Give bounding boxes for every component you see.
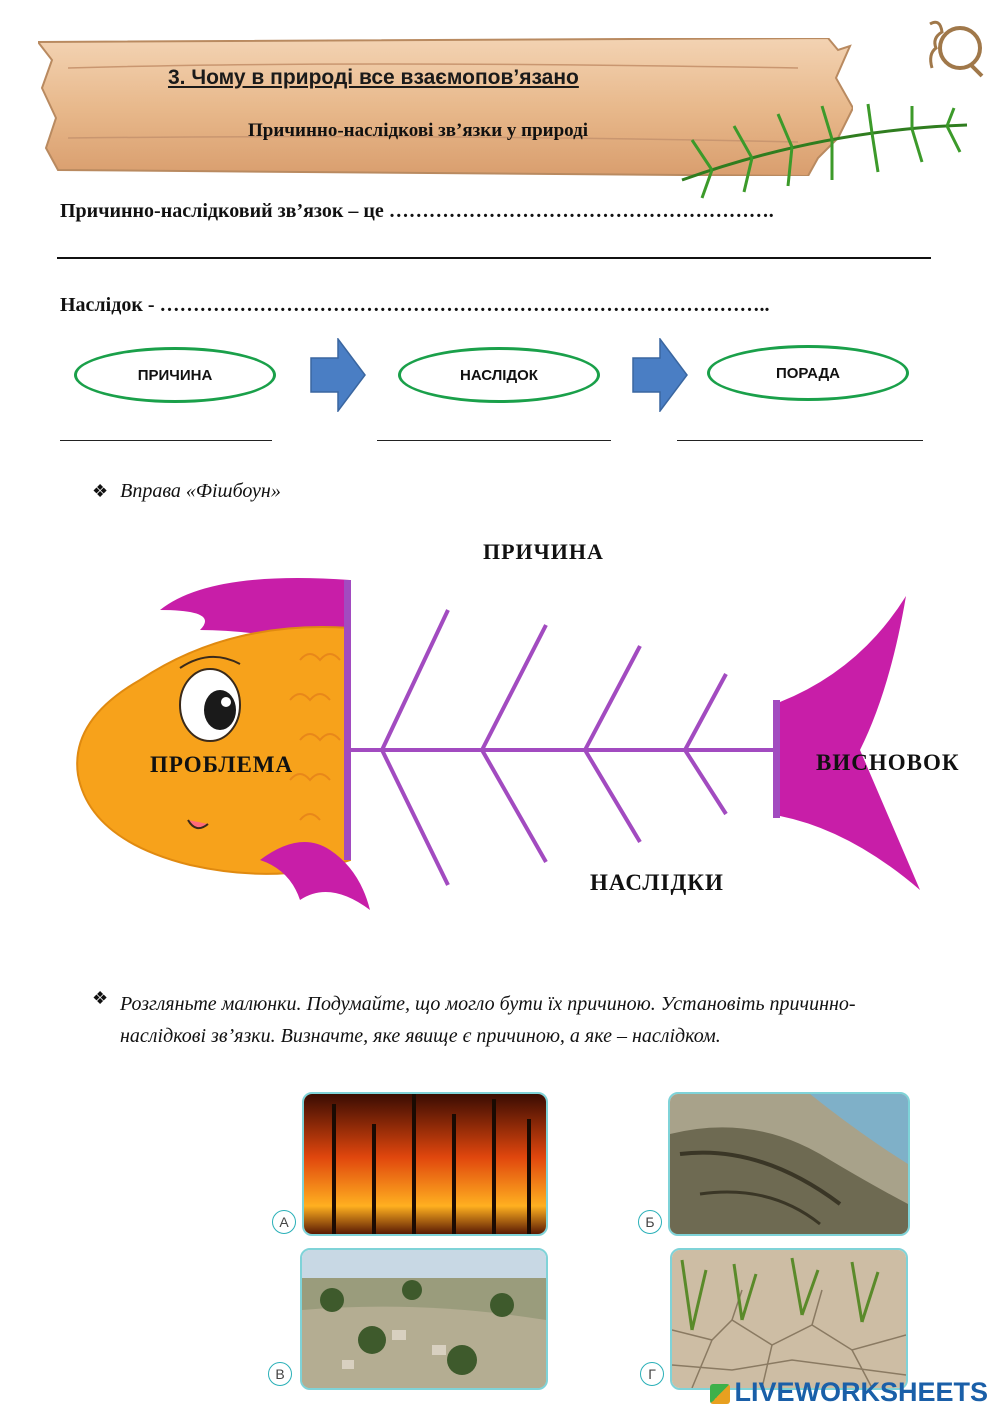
- photo-letter-g: Г: [640, 1362, 664, 1386]
- fish-tail: [780, 596, 920, 890]
- arrow-right-icon: [310, 338, 366, 412]
- photo-drought: [670, 1248, 908, 1390]
- photo-forest-fire: [302, 1092, 548, 1236]
- fishbone-effects-label: НАСЛІДКИ: [590, 870, 724, 895]
- cause-answer-line[interactable]: [60, 440, 272, 441]
- cause-oval: ПРИЧИНА: [74, 347, 276, 403]
- fish-bottom-fin: [260, 842, 370, 910]
- advice-answer-line[interactable]: [677, 440, 923, 441]
- worksheet-title: 3. Чому в природі все взаємопов’язано: [168, 66, 579, 89]
- answer-line: [57, 257, 931, 259]
- fishbone-diagram: [60, 570, 940, 910]
- photo-letter-a: А: [272, 1210, 296, 1234]
- photo-letter-b: Б: [638, 1210, 662, 1234]
- fishbone-cause-label: ПРИЧИНА: [483, 539, 604, 564]
- fish-body: [77, 627, 350, 874]
- photo-letter-v: В: [268, 1362, 292, 1386]
- advice-oval: ПОРАДА: [707, 345, 909, 401]
- liveworksheets-logo: [710, 1377, 988, 1408]
- consequence-prompt: Наслідок - ………………………………………………………………………………..: [60, 294, 770, 316]
- bullet-diamond-icon: ❖: [92, 988, 109, 1008]
- photo-flood: [300, 1248, 548, 1390]
- task-instructions: Розгляньте малюнки. Подумайте, що могло бути їх причиною. Установіть причинно-наслідкові зв’язки. Визначте, яке явище є причиною, а яке – наслідком.: [120, 993, 856, 1047]
- worksheet-subtitle: Причинно-наслідкові зв’язки у природі: [248, 120, 589, 141]
- publisher-emblem-icon: [922, 14, 986, 78]
- definition-prompt: Причинно-наслідковий зв’язок – це ………………………………………………….: [60, 200, 774, 222]
- effect-answer-line[interactable]: [377, 440, 611, 441]
- exercise-heading-text: Вправа «Фішбоун»: [120, 480, 281, 502]
- fishbone-conclusion-label: ВИСНОВОК: [816, 750, 960, 775]
- palm-leaf-decoration: [672, 100, 972, 200]
- liveworksheets-brand-text: LIVEWORKSHEETS: [734, 1377, 988, 1407]
- exercise-heading: [92, 480, 281, 503]
- arrow-right-icon: [632, 338, 688, 412]
- liveworksheets-mark-icon: [710, 1384, 730, 1404]
- bullet-diamond-icon: ❖: [92, 481, 109, 501]
- fishbone-problem-label: ПРОБЛЕМА: [150, 752, 294, 777]
- photo-landslide: [668, 1092, 910, 1236]
- effect-oval: НАСЛІДОК: [398, 347, 600, 403]
